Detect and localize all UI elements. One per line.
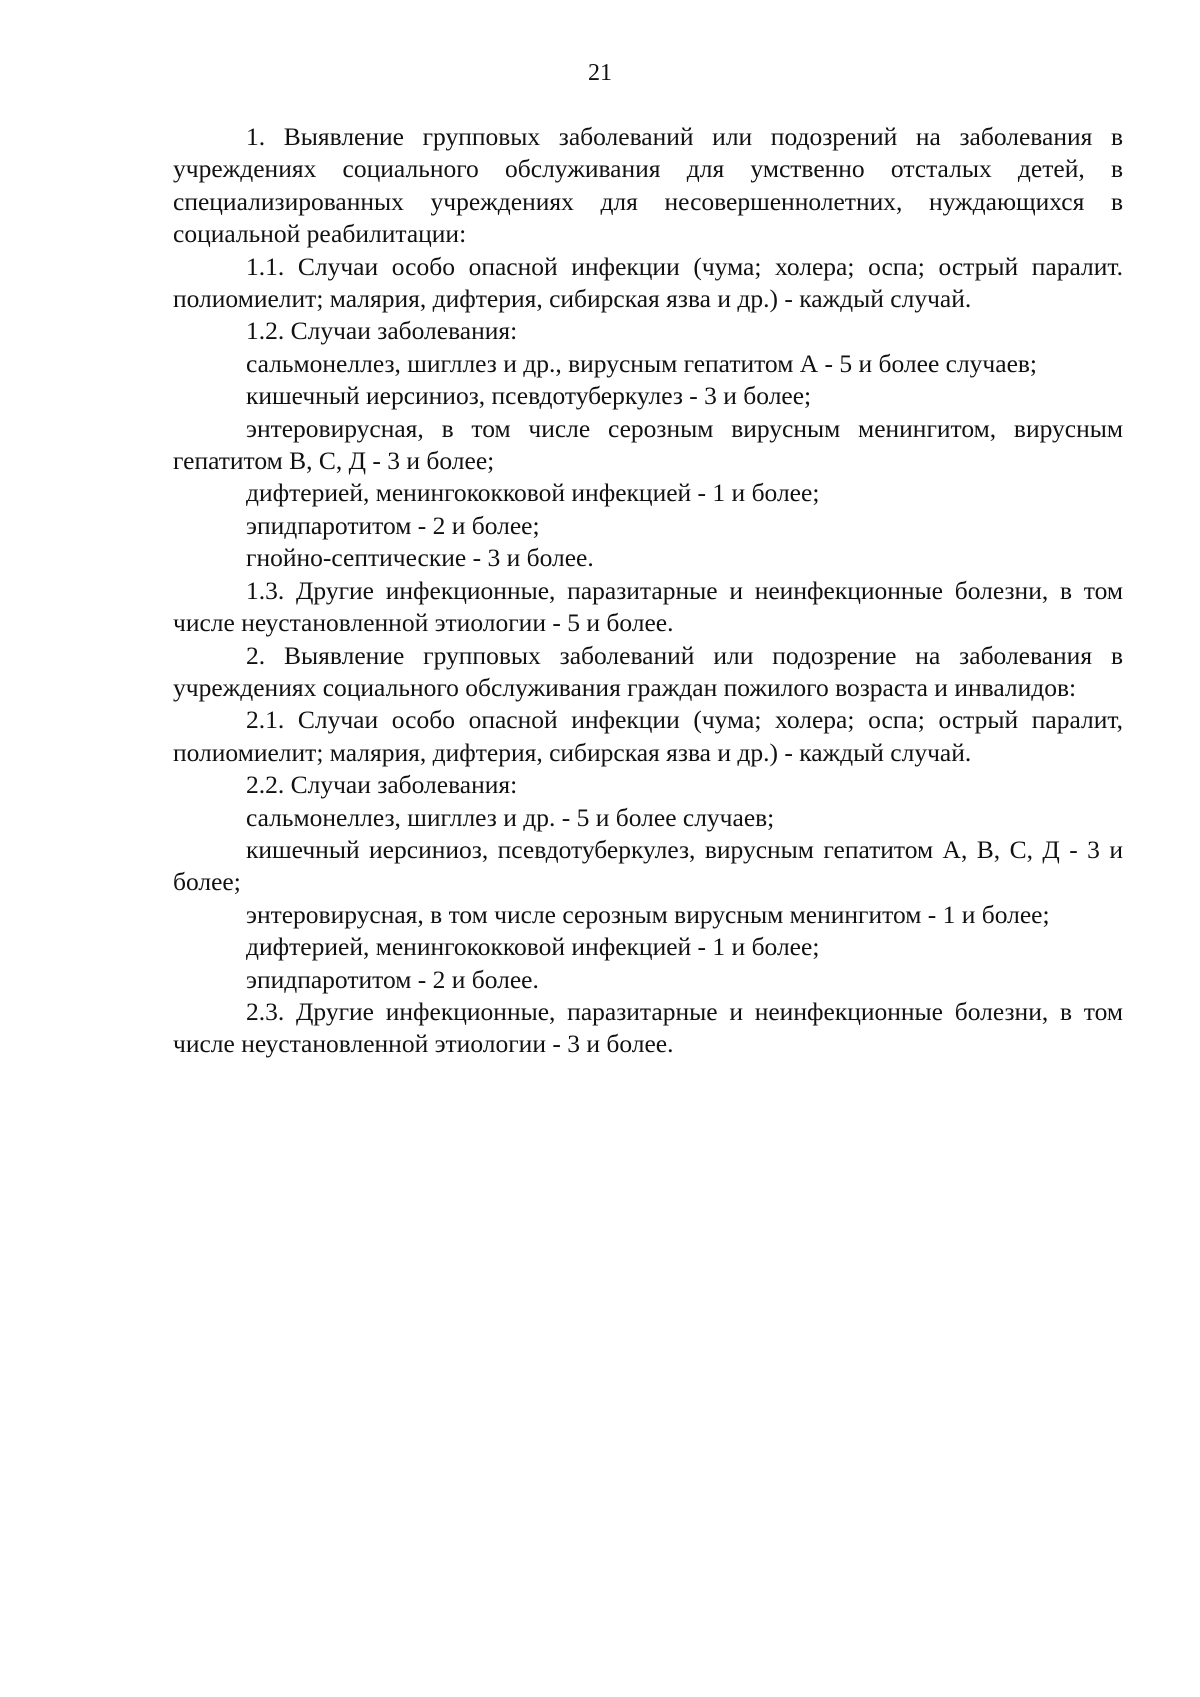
paragraph-1: 1. Выявление групповых заболеваний или подозрений на заболевания в учреждениях социального обслуживания для умственно отсталых детей, в специализированных учреждениях для несовершеннолетних, нуждающихся в социальной реабилитации: xyxy=(173,122,1123,249)
list-item: эпидпаротитом - 2 и более. xyxy=(246,964,539,994)
list-item: эпидпаротитом - 2 и более; xyxy=(246,510,540,540)
list-item: сальмонеллез, шигллез и др. - 5 и более случаев; xyxy=(246,802,775,832)
paragraph-1-3: 1.3. Другие инфекционные, паразитарные и неинфекционные болезни, в том числе неустановленной этиологии - 5 и более. xyxy=(173,575,1123,638)
paragraph-2-2: 2.2. Случаи заболевания: xyxy=(246,770,518,800)
document-body xyxy=(173,121,1123,1061)
paragraph-1-1: 1.1. Случаи особо опасной инфекции (чума; холера; оспа; острый паралит. полиомиелит; малярия, дифтерия, сибирская язва и др.) - каждый случай. xyxy=(173,251,1123,314)
list-item: гнойно-септические - 3 и более. xyxy=(246,543,594,573)
paragraph-2: 2. Выявление групповых заболеваний или подозрение на заболевания в учреждениях социального обслуживания граждан пожилого возраста и инвалидов: xyxy=(173,640,1123,702)
list-item: энтеровирусная, в том числе серозным вирусным менингитом, вирусным гепатитом В, С, Д - 3 и более; xyxy=(173,413,1123,476)
list-item: кишечный иерсиниоз, псевдотуберкулез, вирусным гепатитом А, В, С, Д - 3 и более; xyxy=(173,834,1123,897)
list-item: кишечный иерсиниоз, псевдотуберкулез - 3 и более; xyxy=(246,381,812,411)
page-number: 21 xyxy=(588,60,612,86)
list-item: сальмонеллез, шигллез и др., вирусным гепатитом А - 5 и более случаев; xyxy=(246,348,1038,378)
list-item: дифтерией, менингококковой инфекцией - 1 и более; xyxy=(246,932,820,962)
paragraph-2-3: 2.3. Другие инфекционные, паразитарные и неинфекционные болезни, в том числе неустановленной этиологии - 3 и более. xyxy=(173,996,1123,1059)
list-item: дифтерией, менингококковой инфекцией - 1 и более; xyxy=(246,478,820,508)
paragraph-2-1: 2.1. Случаи особо опасной инфекции (чума; холера; оспа; острый паралит, полиомиелит; малярия, дифтерия, сибирская язва и др.) - каждый случай. xyxy=(173,705,1123,767)
list-item: энтеровирусная, в том числе серозным вирусным менингитом - 1 и более; xyxy=(246,899,1050,929)
paragraph-1-2: 1.2. Случаи заболевания: xyxy=(246,316,518,346)
